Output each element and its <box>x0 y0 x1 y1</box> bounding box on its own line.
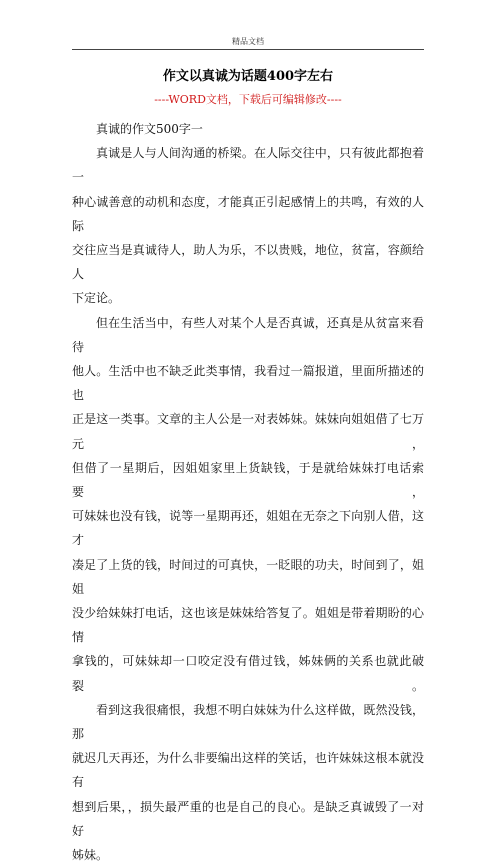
paragraph <box>72 311 424 698</box>
text-line: 没少给妹妹打电话，这也该是妹妹给答复了。姐姐是带着期盼的心情 <box>72 606 424 645</box>
text-line: 可妹妹也没有钱，说等一星期再还，姐姐在无奈之下向别人借，这才 <box>72 509 424 548</box>
essay-subtitle: 真诚的作文500字一 <box>96 122 203 136</box>
text-line: 拿钱的，可妹妹却一口咬定没有借过钱，姊妹俩的关系也就此破裂。 <box>72 654 424 693</box>
header-divider <box>72 49 424 50</box>
text-line: 正是这一类事。文章的主人公是一对表姊妹。妹妹向姐姐借了七万元， <box>72 412 424 451</box>
text-line: 凑足了上货的钱，时间过的可真快，一眨眼的功夫，时间到了，姐姐 <box>72 557 424 596</box>
download-notice: ----WORD文档，下载后可编辑修改---- <box>154 93 342 106</box>
text-line: 就迟几天再还，为什么非要编出这样的笑话，也许妹妹这根本就没有 <box>72 751 424 790</box>
text-line: 他人。生活中也不缺乏此类事情，我看过一篇报道，里面所描述的也 <box>72 364 424 403</box>
text-line: 真诚是人与人间沟通的桥梁。在人际交往中，只有彼此都抱着一 <box>72 146 424 185</box>
text-line: 种心诚善意的动机和态度，才能真正引起感情上的共鸣，有效的人际 <box>72 194 424 233</box>
text-line: 姊妹。 <box>72 848 109 863</box>
paragraph <box>72 698 424 867</box>
paragraph <box>72 141 424 310</box>
text-line: 下定论。 <box>72 291 121 306</box>
text-line: 交往应当是真诚待人，助人为乐，不以贵贱，地位，贫富，容颜给人 <box>72 243 424 282</box>
header-label: 精品文档 <box>232 37 264 46</box>
text-line: 但借了一星期后，因姐姐家里上货缺钱，于是就给妹妹打电话索要， <box>72 460 424 500</box>
text-line: 但在生活当中，有些人对某个人是否真诚，还真是从贫富来看待 <box>72 315 424 354</box>
text-line: 看到这我很痛恨，我想不明白妹妹为什么这样做，既然没钱，那 <box>72 702 424 742</box>
text-line: 想到后果，，损失最严重的也是自己的良心。是缺乏真诚毁了一对好 <box>72 799 424 838</box>
document-title: 作文以真诚为话题400字左右 <box>162 69 334 84</box>
document-body <box>72 117 424 867</box>
